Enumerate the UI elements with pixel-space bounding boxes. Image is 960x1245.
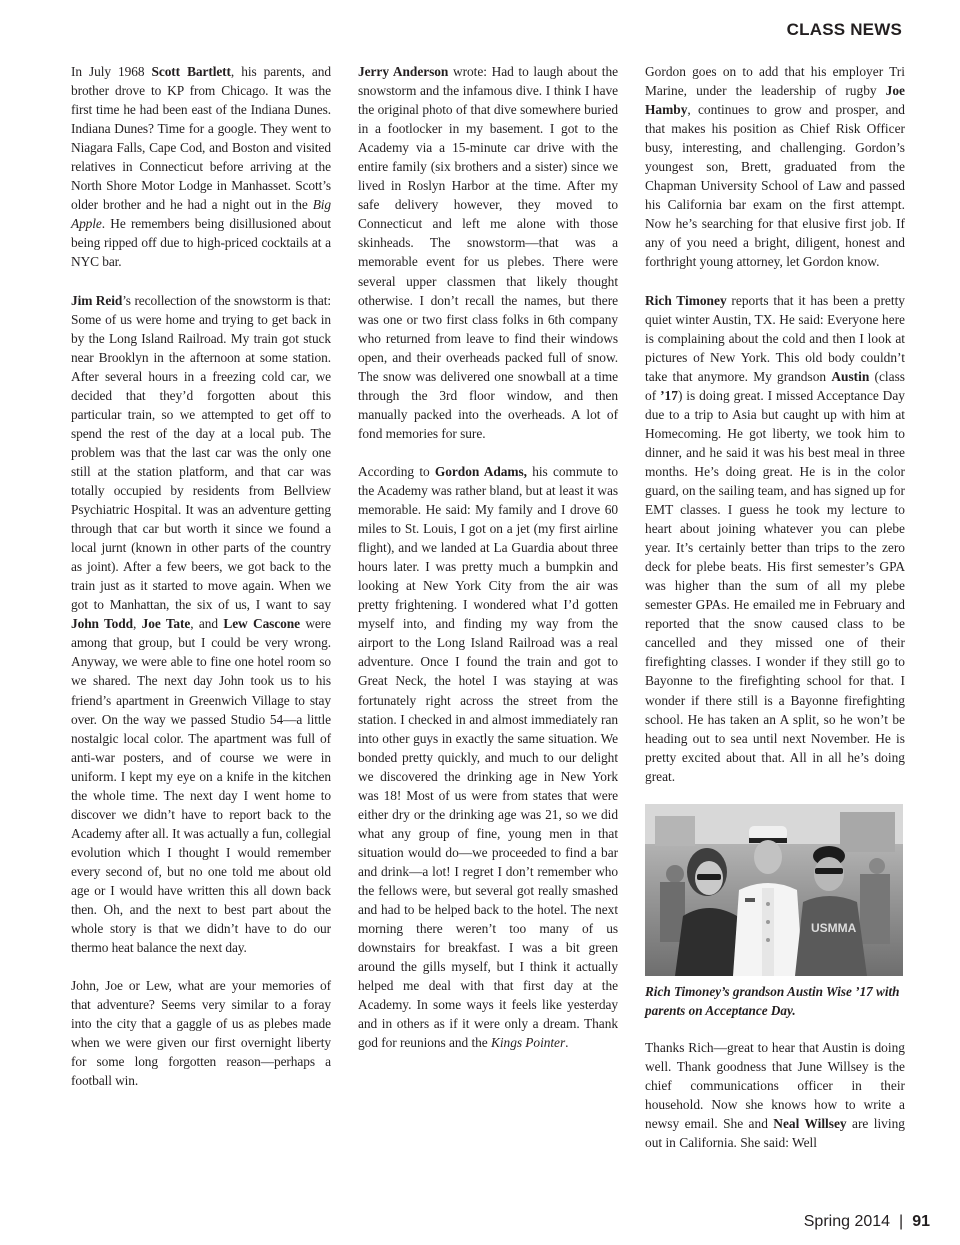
section-header: CLASS NEWS [786,20,902,39]
name-joe-hamby: Joe Hamby [645,83,905,118]
class-year: ’17 [660,387,678,403]
article-column-1 [71,62,331,1090]
article-column-3 [645,62,905,1152]
page-footer [804,1213,930,1231]
paragraph-jerry-anderson: Jerry Anderson wrote: Had to laugh about the snowstorm and the infamous dive. I think I have the original photo of that dive somewhere buried in a footlocker in my basement. I got to the Academy via a 15-minute car drive with the entire family (six brothers and a sister) since we lived in Roslyn Harbor at the time. After my safe delivery however, they moved to Connecticut and left me alone with those skinheads. The snowstorm—that was a memorable event for us plebes. There were several upper classmen that likely thought otherwise. I don’t recall the names, but there was one or two first class folks in 6th company who returned from leave to find their windows open, and their overheads packed full of snow. The snow was delivered one snowball at a time through the 3rd floor window, and then manually packed into the overheads. A lot of fond memories for sure. [358,64,618,441]
shirt-text: USMMA [811,920,857,935]
photo-icon [645,804,903,976]
paragraph-gordon-employer: Gordon goes on to add that his employer Tri Marine, under the leadership of rugby Joe Hamby, continues to grow and prosper, and that makes his position as Chief Risk Officer busy, interesting, and challenging. Gordon’s youngest son, Brett, graduated from the Chapman University School of Law and passed his California bar exam on the first attempt. Now he’s searching for that elusive first job. If any of you need a bright, diligent, honest and forthright young attorney, let Gordon know. [645,64,905,270]
footer-separator: | [899,1213,904,1230]
name-rich-timoney: Rich Timoney [645,292,727,308]
issue-label: Spring 2014 [803,1213,891,1230]
name-austin: Austin [831,368,870,384]
name-neal-willsey: Neal Willsey [773,1115,847,1131]
paragraph-willsey: Thanks Rich—great to hear that Austin is doing well. Thank goodness that June Willsey is the chief communications officer in their household. Now she knows how to write a newsy email. She and Neal Willsey are living out in California. She said: Well [645,1039,905,1150]
name-scott-bartlett: Scott Bartlett [151,64,231,79]
paragraph-scott-bartlett: In July 1968 Scott Bartlett, his parents, and brother drove to KP from Chicago. It was the first time he had been east of the Indiana Dunes. Indiana Dunes? Time for a google. They went to Niagara Falls, Cape Cod, and Boston and visited relatives in Connecticut before arriving at the North Shore Motor Lodge in Manhasset. Scott’s older brother and he had a night out in the Big Apple. He remembers being disillusioned about being ripped off due to high-priced cocktails at a NYC bar. [71,64,331,270]
name-joe-tate: Joe Tate [141,616,191,632]
article-column-2 [358,62,618,1052]
paragraph-jim-reid: Jim Reid’s recollection of the snowstorm is that: Some of us were home and trying to get back in by the Long Island Railroad. My train got stuck near Brooklyn in the afternoon at some station. After several hours in a freezing cold car, we decided that they’d forgotten about this particular train, so we attempted to get off to spend the rest of the day at a local pub. The problem was that the last car was the only one still at the station platform, and that car was totally occupied by residents from Bellview Psychiatric Hospital. It was an adventure getting through that car but worth it since we found a local jurnt (known in other parts of the country as joint). After a few beers, we got back to the train just as it started to move again. When we got to Manhattan, the six of us, I want to say John Todd, Joe Tate, and Lew Cascone were among that group, but I could be very wrong. Anyway, we were able to fine one hotel room so we shared. The next day John took us to his friend’s apartment in Greenwich Village to stay over. On the way we passed Studio 54—a little nostalgic local color. The apartment was full of anti-war posters, and of course we were in uniform. I kept my eye on a knife in the kitchen the whole time. The next day I went home to discover we didn’t have to report back to the Academy after all. It was actually a fun, collegial evolution which I thought I would remember every second of, but no one told me about old age or I would have written this all down back then. Oh, and the next to best part about the whole story is that we didn’t have to do our thermo heat balance the next day. [71,292,331,956]
page-number: 91 [912,1213,930,1230]
paragraph-gordon-adams: According to Gordon Adams, his commute to the Academy was rather bland, but at least it was memorable. He said: My family and I drove 60 miles to St. Louis, I got on a jet (my first airline flight), and we landed at La Guardia about three hours later. I was pretty much a bumpkin and looking at New York City from the air was pretty frightening. I wondered what I’d gotten myself into, and finding my way from the airport to the Long Island Railroad was a real adventure. Once I found the train and got to Great Neck, the hotel I was staying at was fortunately right across the street from the station. I checked in and almost immediately ran into other guys in exactly the same situation. We bonded pretty quickly, and much to our delight we discovered the drinking age in New York was 18! Most of us were from states that were either dry or the drinking age was 21, so we did what any group of fine, young men in that situation would do—we proceeded to find a bar and drink—a lot! I regret I don’t remember who the fellows were, but several got really smashed and had to be helped back to the hotel. The next morning there weren’t too many of us downstairs for breakfast. I was a bit green around the gills myself, but I think it actually helped me deal with that first day at the Academy. In some ways it feels like yesterday and in others as if it were only a dream. Thank god for reunions and the Kings Pointer. [358,463,619,1051]
name-jerry-anderson: Jerry Anderson [358,64,449,79]
name-jim-reid: Jim Reid [71,292,123,308]
photo-caption: Rich Timoney’s grandson Austin Wise ’17 with parents on Acceptance Day. [645,983,900,1018]
paragraph-rich-timoney: Rich Timoney reports that it has been a pretty quiet winter Austin, TX. He said: Everyone here is complaining about the cold and then I look at pictures of New York. This old body couldn’t take that anymore. My grandson Austin (class of ’17) is doing great. I missed Acceptance Day due to a trip to Asia but caught up with him at Homecoming. He got liberty, we took him to dinner, and he said it was his best meal in three months. He’s doing great. He is in the color guard, on the sailing team, and has signed up for EMT classes. I guess he took my lecture to heart about joining whatever you can plebe year. It’s certainly better than trips to the zero deck for plebe beats. His first semester’s GPA was higher than the sum of all my plebe semester GPAs. He emailed me in February and reported that the snow caused class to be cancelled and they missed one of their firefighting classes. I wonder if they still go to Bayonne to the firefighting school for that. I wonder if there still is a Bayonne firefighting school. He has taken an A split, so he won’t be heading out to sea until next November. He is pretty excited about that. All in all he’s doing great. [645,292,905,784]
name-john-todd: John Todd [71,616,133,632]
name-gordon-adams: Gordon Adams, [434,463,527,479]
name-lew-cascone: Lew Cascone [223,616,300,632]
italic-big-apple: Big Apple [71,197,331,232]
italic-kings-pointer: Kings Pointer [491,1035,566,1051]
paragraph-memories-question: John, Joe or Lew, what are your memories of that adventure? Seems very similar to a foray into the city that a gaggle of us as plebes made when we were given our first overnight liberty for some long forgotten reason—perhaps a football win. [71,978,331,1089]
